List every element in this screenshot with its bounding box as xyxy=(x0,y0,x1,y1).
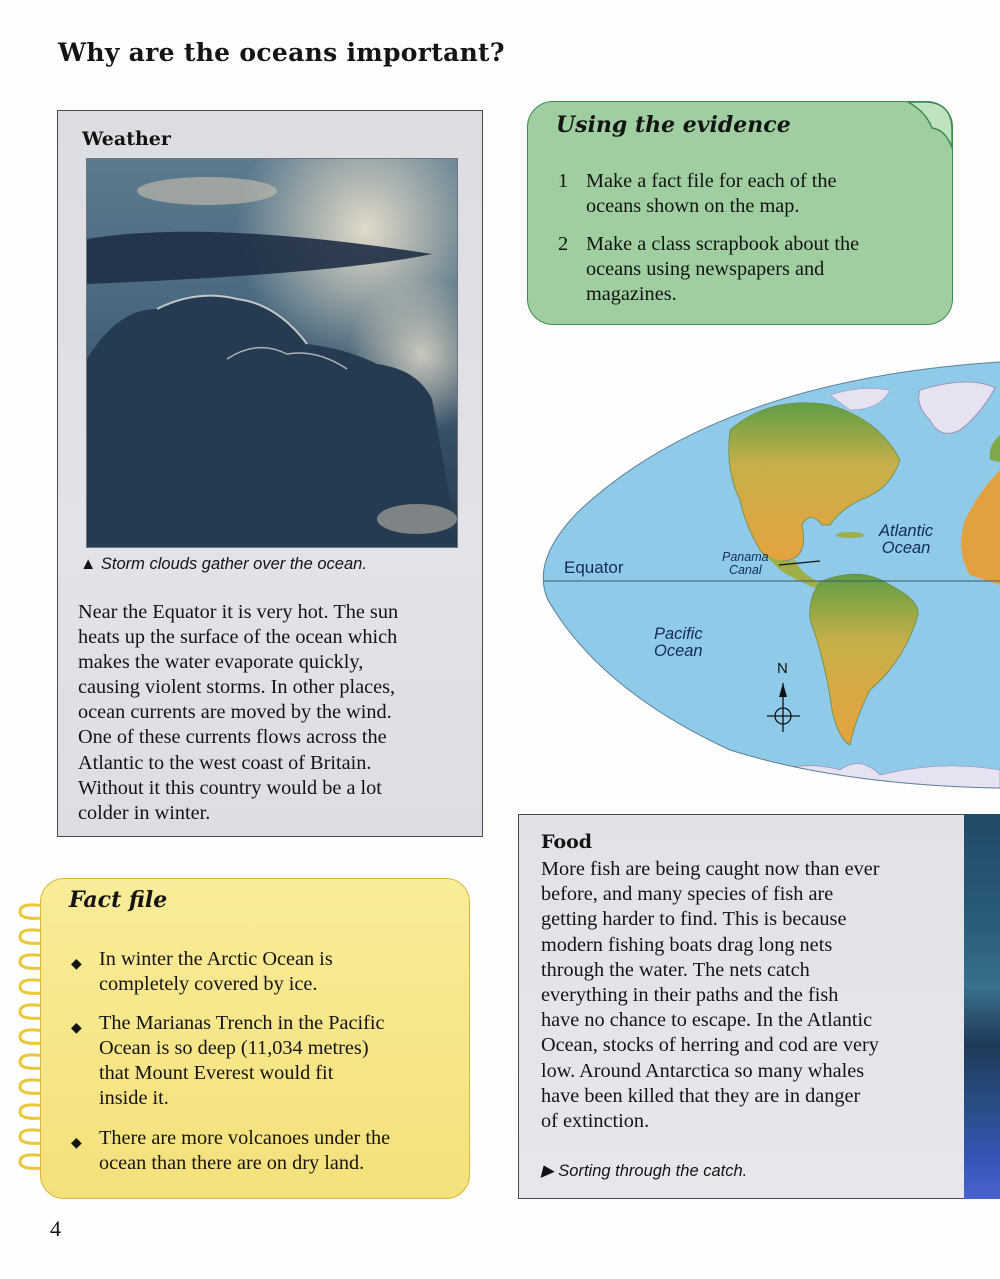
text-line: have no chance to escape. In the Atlantic xyxy=(541,1009,873,1032)
storm-clouds-photo xyxy=(86,158,458,548)
pacific-ocean-label: Pacific Ocean xyxy=(654,625,703,660)
page-title: Why are the oceans important? xyxy=(58,38,505,67)
weather-panel xyxy=(57,110,483,837)
fact-file-heading: Fact file xyxy=(69,887,168,913)
food-heading: Food xyxy=(541,831,593,853)
weather-heading: Weather xyxy=(82,128,171,150)
page-number: 4 xyxy=(50,1216,61,1241)
text-line: magazines. xyxy=(586,283,677,305)
equator-label: Equator xyxy=(564,558,624,577)
text-line: heats up the surface of the ocean which xyxy=(78,626,398,649)
panama-canal-label: Panama Canal xyxy=(722,550,769,577)
text-line: Without it this country would be a lot xyxy=(78,776,382,799)
text-line: makes the water evaporate quickly, xyxy=(78,651,364,674)
food-body-text xyxy=(541,857,953,1134)
weather-body-text xyxy=(78,600,478,826)
diamond-icon: ◆ xyxy=(71,957,82,972)
fact-file-card xyxy=(40,878,470,1199)
text-line: before, and many species of fish are xyxy=(541,883,834,906)
text-line: getting harder to find. This is because xyxy=(541,908,847,931)
north-label: N xyxy=(777,660,788,677)
text-line: oceans using newspapers and xyxy=(586,258,825,280)
text-line: Atlantic to the west coast of Britain. xyxy=(78,751,372,774)
text-line: have been killed that they are in danger xyxy=(541,1084,861,1107)
world-map xyxy=(540,360,1000,792)
text-line: low. Around Antarctica so many whales xyxy=(541,1059,865,1082)
text-line: Near the Equator it is very hot. The sun xyxy=(78,601,399,623)
text-line: through the water. The nets catch xyxy=(541,958,810,981)
text-line: completely covered by ice. xyxy=(99,973,318,995)
text-line: everything in their paths and the fish xyxy=(541,984,839,1007)
text-line: modern fishing boats drag long nets xyxy=(541,933,833,956)
text-line: The Marianas Trench in the Pacific xyxy=(99,1012,385,1034)
page-curl-icon xyxy=(906,100,954,150)
text-line: of extinction. xyxy=(541,1110,650,1133)
text-line: that Mount Everest would fit xyxy=(99,1062,334,1084)
food-panel xyxy=(518,814,965,1199)
text-line: Ocean, stocks of herring and cod are very xyxy=(541,1034,879,1057)
caribbean-islands xyxy=(836,532,864,538)
text-line: One of these currents flows across the xyxy=(78,726,387,749)
atlantic-ocean-label: Atlantic Ocean xyxy=(879,522,934,557)
storm-clouds-image xyxy=(87,159,458,548)
text-line: colder in winter. xyxy=(78,801,211,824)
text-line: Make a class scrapbook about the xyxy=(586,233,860,255)
evidence-heading: Using the evidence xyxy=(556,112,791,138)
text-line: Make a fact file for each of the xyxy=(586,170,837,192)
text-line: ocean than there are on dry land. xyxy=(99,1152,365,1174)
text-line: There are more volcanoes under the xyxy=(99,1127,391,1149)
storm-photo-caption: ▲ Storm clouds gather over the ocean. xyxy=(80,555,367,573)
item-number: 1 xyxy=(558,170,569,192)
diamond-icon: ◆ xyxy=(71,1021,82,1036)
text-line: ocean currents are moved by the wind. xyxy=(78,701,392,724)
text-line: oceans shown on the map. xyxy=(586,195,800,217)
fishing-catch-photo xyxy=(964,814,1000,1199)
text-line: inside it. xyxy=(99,1087,169,1109)
diamond-icon: ◆ xyxy=(71,1136,82,1151)
using-the-evidence-card xyxy=(527,101,953,325)
text-line: Ocean is so deep (11,034 metres) xyxy=(99,1037,369,1059)
text-line: More fish are being caught now than ever xyxy=(541,858,880,880)
text-line: In winter the Arctic Ocean is xyxy=(99,948,333,970)
text-line: causing violent storms. In other places, xyxy=(78,676,396,699)
item-number: 2 xyxy=(558,233,569,255)
fishing-photo-caption: ▶ Sorting through the catch. xyxy=(541,1162,748,1180)
